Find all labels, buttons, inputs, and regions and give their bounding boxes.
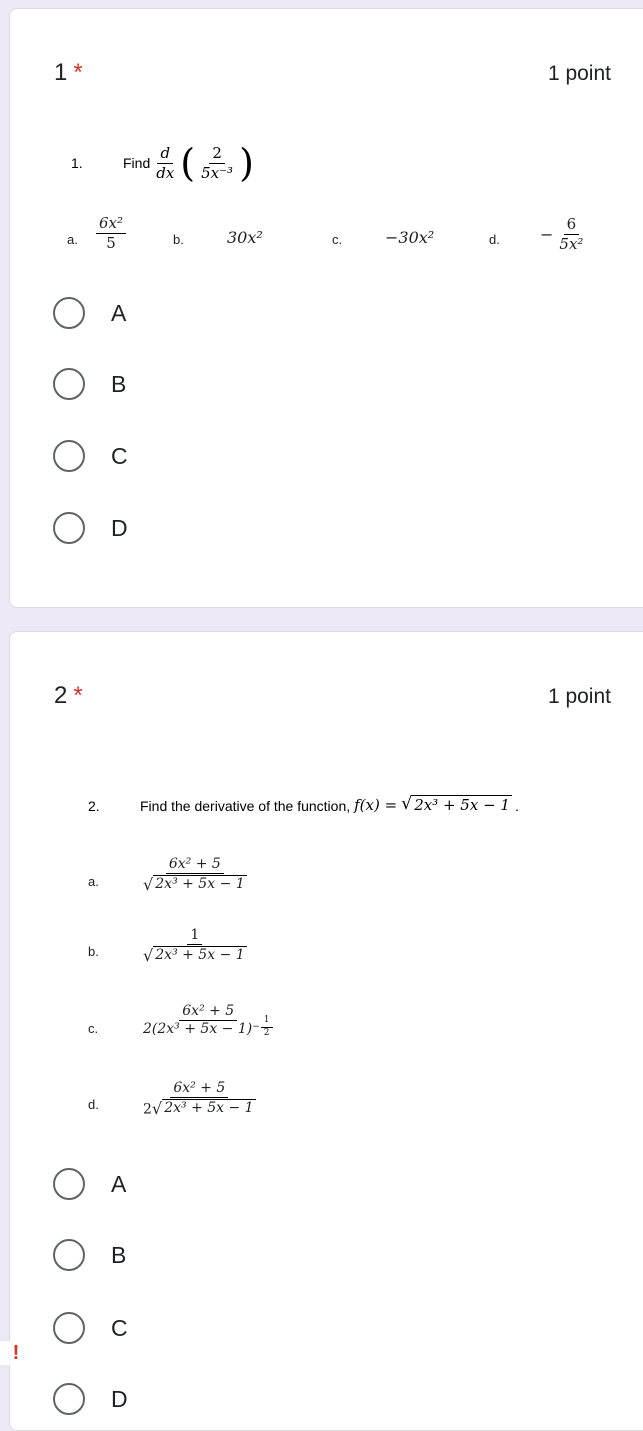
- answer-letter-c: c.: [88, 1021, 99, 1036]
- answer-c-expr: −30x²: [385, 228, 435, 247]
- required-star: *: [73, 682, 83, 709]
- question-title: [54, 682, 83, 710]
- radio-button[interactable]: [53, 1239, 85, 1271]
- answer-letter-a: a.: [67, 232, 78, 247]
- answer-b-expr: 1 √ 2x³ + 5x − 1: [143, 927, 245, 965]
- answer-d-expr: 6x² + 5 2 √ 2x³ + 5x − 1: [143, 1080, 254, 1118]
- question-points: 1 point: [547, 685, 611, 708]
- option-d[interactable]: [53, 512, 128, 544]
- alert-icon[interactable]: !: [0, 1341, 32, 1365]
- required-star: *: [73, 59, 83, 86]
- radio-button[interactable]: [53, 1383, 85, 1415]
- answer-letter-a: a.: [88, 874, 99, 889]
- option-a[interactable]: [53, 1168, 126, 1200]
- question-card-2: [9, 631, 643, 1431]
- prompt-text: Find the derivative of the function,: [140, 797, 351, 814]
- function-radical: √ 2x³ + 5x − 1: [401, 794, 510, 815]
- radio-button[interactable]: [53, 368, 85, 400]
- answer-letter-b: b.: [88, 944, 99, 959]
- radio-button[interactable]: [53, 1312, 85, 1344]
- radio-button[interactable]: [53, 1168, 85, 1200]
- option-label: D: [111, 514, 128, 541]
- option-c[interactable]: [53, 440, 128, 472]
- option-b[interactable]: [53, 368, 126, 400]
- answer-letter-c: c.: [332, 232, 343, 247]
- question-image: 1. Find $\frac{d}{dx}$ ( $\frac{2}{\text{5x⁻³}}$ ): [71, 141, 254, 185]
- question-title: [54, 59, 83, 87]
- question-image: 2. Find the derivative of the function, f(x) = √ 2x³ + 5x − 1 .: [88, 794, 519, 815]
- derivative-operator: $\frac{d}{dx}$: [156, 144, 175, 182]
- option-d[interactable]: [53, 1383, 128, 1415]
- option-label: A: [111, 1170, 127, 1197]
- radio-button[interactable]: [53, 440, 85, 472]
- option-label: A: [111, 299, 127, 326]
- answer-b-expr: 30x²: [227, 228, 263, 247]
- answer-letter-d: d.: [88, 1097, 99, 1112]
- answer-letter-d: d.: [489, 232, 500, 247]
- option-label: C: [111, 442, 128, 469]
- option-label: C: [111, 1314, 128, 1341]
- function-label: f(x) =: [354, 795, 398, 814]
- option-a[interactable]: [53, 297, 126, 329]
- answer-letter-b: b.: [173, 232, 184, 247]
- option-c[interactable]: [53, 1312, 128, 1344]
- option-label: B: [111, 370, 127, 397]
- question-number: 2: [54, 682, 68, 709]
- option-b[interactable]: [53, 1239, 126, 1271]
- radio-button[interactable]: [53, 512, 85, 544]
- radio-button[interactable]: [53, 297, 85, 329]
- prompt-number: 2.: [88, 797, 100, 814]
- answer-d-expr: − $\frac{6}{\text{5x²}}$: [540, 215, 584, 253]
- question-points: 1 point: [547, 62, 611, 85]
- inner-fraction: $\frac{2}{\text{5x⁻³}}$: [201, 144, 234, 182]
- prompt-number: 1.: [71, 155, 83, 171]
- question-number: 1: [54, 59, 68, 86]
- option-label: D: [111, 1385, 128, 1412]
- question-card-1: [9, 8, 643, 608]
- option-label: B: [111, 1241, 127, 1268]
- answer-a-expr: $\frac{\text{6x²}}{5}$: [96, 215, 126, 251]
- answer-a-expr: 6x² + 5 √ 2x³ + 5x − 1: [143, 856, 245, 894]
- answer-c-expr: 6x² + 5 2(2x³ + 5x − 1) − $\frac{1}{2}$: [140, 1004, 277, 1039]
- prompt-text: Find: [123, 155, 151, 171]
